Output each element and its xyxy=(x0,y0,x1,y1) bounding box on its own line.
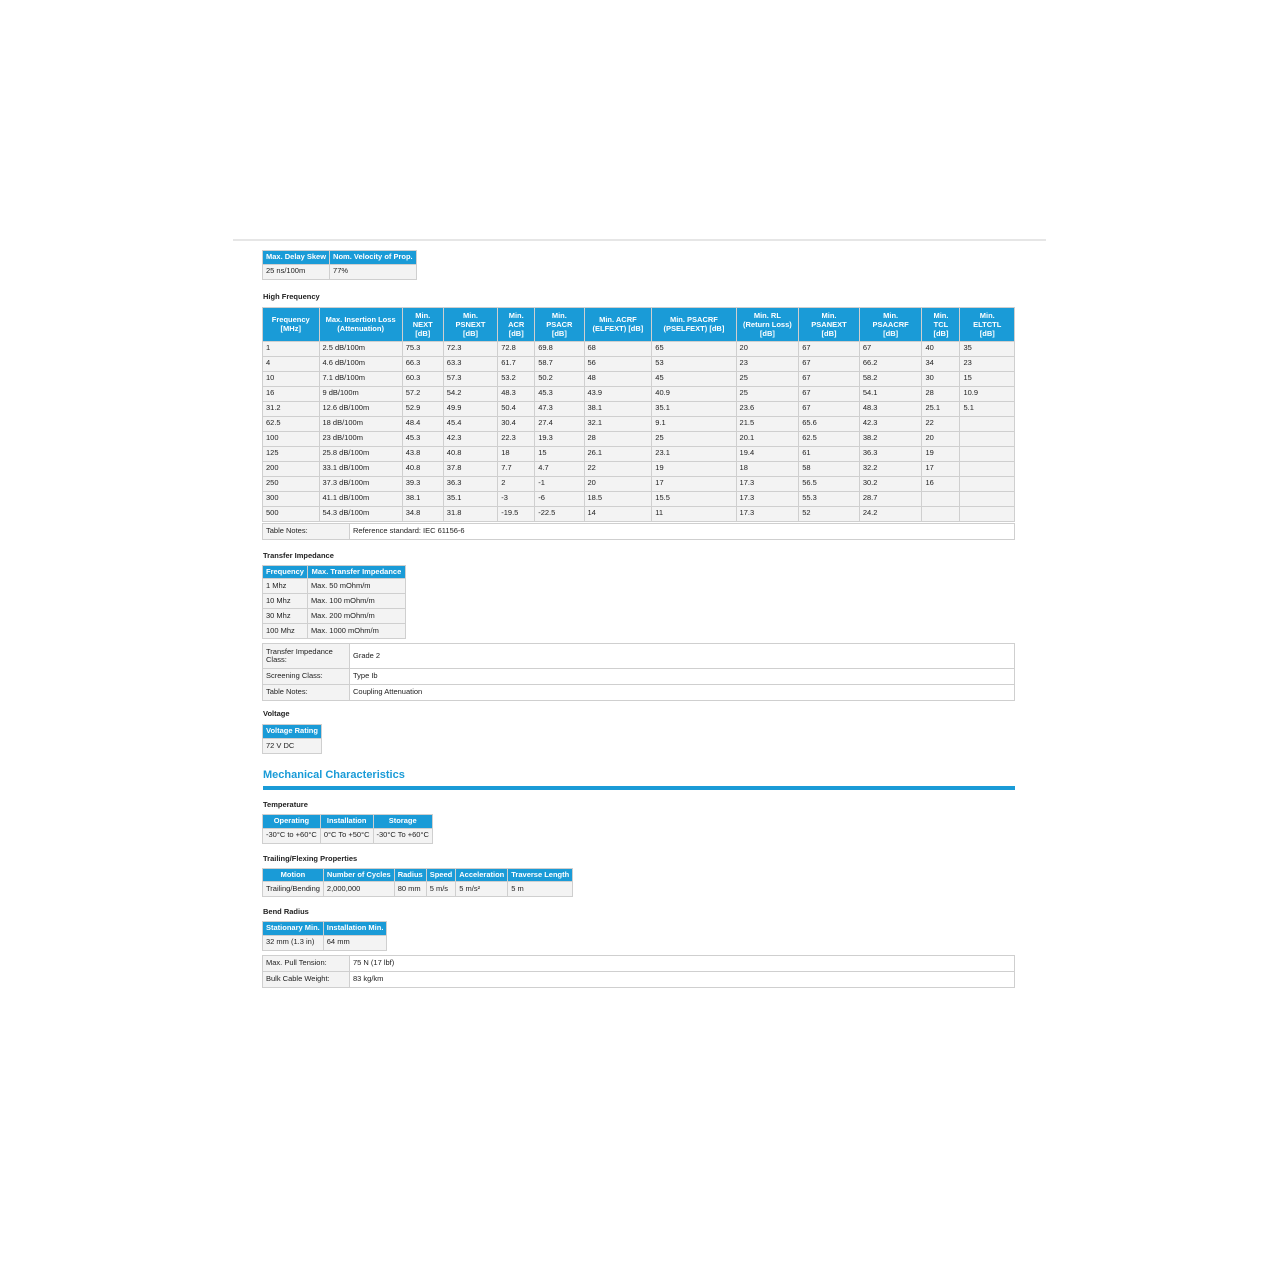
hf-header-line: Min. xyxy=(415,310,431,320)
table-cell: -3 xyxy=(498,492,534,506)
transfer-impedance-props xyxy=(262,643,1015,701)
table-cell: 72.8 xyxy=(498,342,534,356)
header-speed: Speed xyxy=(427,869,456,882)
table-cell: 45.3 xyxy=(535,387,583,401)
table-cell: 42.3 xyxy=(860,417,922,431)
hf-header-line: [dB] xyxy=(759,328,775,338)
table-row xyxy=(263,609,405,623)
table-cell: 18 xyxy=(498,447,534,461)
hf-header-line: Min. xyxy=(979,310,995,320)
installation-min-value: 64 mm xyxy=(324,936,387,950)
table-cell: 19 xyxy=(922,447,959,461)
speed-value: 5 m/s xyxy=(427,882,456,896)
trailing-flexing-table xyxy=(262,868,573,898)
table-cell: 100 xyxy=(263,432,319,446)
storage-temp: -30°C To +60°C xyxy=(374,829,432,843)
table-cell: 7.1 dB/100m xyxy=(320,372,402,386)
table-cell: 14 xyxy=(585,507,652,521)
hf-header-line: (PSELFEXT) [dB] xyxy=(663,324,725,334)
hf-header-line: [dB] xyxy=(883,328,899,338)
table-cell: 40.9 xyxy=(652,387,735,401)
table-cell: 25.8 dB/100m xyxy=(320,447,402,461)
table-row xyxy=(263,432,1014,446)
hf-header-line: [dB] xyxy=(979,328,995,338)
table-cell: 5.1 xyxy=(960,402,1014,416)
table-cell: 63.3 xyxy=(444,357,497,371)
hf-header-line: Min. xyxy=(551,310,567,320)
installation-temp: 0°C To +50°C xyxy=(321,829,373,843)
hf-header-cell xyxy=(498,308,534,341)
pull-tension-label: Max. Pull Tension: xyxy=(263,956,349,971)
header-voltage-rating: Voltage Rating xyxy=(263,725,321,738)
table-cell: 30.2 xyxy=(860,477,922,491)
table-cell: 15 xyxy=(535,447,583,461)
table-cell: 35.1 xyxy=(444,492,497,506)
header-radius: Radius xyxy=(395,869,426,882)
table-cell: 61.7 xyxy=(498,357,534,371)
hf-header-line: ACR xyxy=(508,319,525,329)
table-cell: Max. 1000 mOhm/m xyxy=(308,624,405,638)
hf-header-cell xyxy=(860,308,922,341)
hf-header-line: (Return Loss) xyxy=(743,319,792,329)
table-cell: 48.3 xyxy=(860,402,922,416)
table-cell: 52 xyxy=(799,507,859,521)
hf-header-cell xyxy=(737,308,799,341)
section-transfer-impedance: Transfer Impedance xyxy=(263,550,334,560)
motion-value: Trailing/Bending xyxy=(263,882,323,896)
cable-weight-value: 83 kg/km xyxy=(350,972,1014,987)
table-cell: -19.5 xyxy=(498,507,534,521)
hf-header-cell xyxy=(444,308,497,341)
hf-notes-table xyxy=(262,523,1015,540)
delay-skew-value: 25 ns/100m xyxy=(263,265,329,279)
table-cell: 23 xyxy=(960,357,1014,371)
hf-header-line: [dB] xyxy=(821,328,837,338)
hf-header-line: PSNEXT xyxy=(455,319,486,329)
table-cell: 35.1 xyxy=(652,402,735,416)
table-cell: 250 xyxy=(263,477,319,491)
section-high-frequency: High Frequency xyxy=(263,291,320,301)
traverse-length-value: 5 m xyxy=(508,882,572,896)
table-cell: 7.7 xyxy=(498,462,534,476)
table-cell: 41.1 dB/100m xyxy=(320,492,402,506)
table-cell: 37.3 dB/100m xyxy=(320,477,402,491)
table-cell: 22.3 xyxy=(498,432,534,446)
table-cell: 67 xyxy=(799,372,859,386)
table-cell: 72.3 xyxy=(444,342,497,356)
table-cell: 25 xyxy=(737,372,799,386)
top-divider xyxy=(233,239,1046,241)
table-cell: 17.3 xyxy=(737,477,799,491)
table-cell: 4 xyxy=(263,357,319,371)
property-label: Table Notes: xyxy=(263,685,349,700)
velocity-value: 77% xyxy=(330,265,416,279)
header-motion: Motion xyxy=(263,869,323,882)
table-cell: 17.3 xyxy=(737,492,799,506)
header-nom-velocity: Nom. Velocity of Prop. xyxy=(330,251,416,264)
table-cell: 16 xyxy=(922,477,959,491)
table-cell: 18 xyxy=(737,462,799,476)
hf-header-line: PSACR xyxy=(546,319,573,329)
table-cell: 2.5 dB/100m xyxy=(320,342,402,356)
table-cell: -22.5 xyxy=(535,507,583,521)
table-cell: 34.8 xyxy=(403,507,443,521)
hf-header-line: Min. xyxy=(883,310,899,320)
hf-header-line: NEXT xyxy=(412,319,433,329)
hf-header-cell xyxy=(652,308,735,341)
table-cell: 9 dB/100m xyxy=(320,387,402,401)
table-cell: 18 dB/100m xyxy=(320,417,402,431)
hf-header-line: Min. xyxy=(508,310,524,320)
table-cell: 30 Mhz xyxy=(263,609,307,623)
table-cell: 47.3 xyxy=(535,402,583,416)
table-cell: 17 xyxy=(652,477,735,491)
table-cell: 40.8 xyxy=(444,447,497,461)
table-cell: 75.3 xyxy=(403,342,443,356)
property-row xyxy=(263,685,1014,700)
hf-header-cell xyxy=(320,308,402,341)
table-cell: 48 xyxy=(585,372,652,386)
table-cell: 10 Mhz xyxy=(263,594,307,608)
table-cell: 61 xyxy=(799,447,859,461)
table-cell: 34 xyxy=(922,357,959,371)
table-cell: 12.6 dB/100m xyxy=(320,402,402,416)
misc-props-table xyxy=(262,955,1015,988)
section-voltage: Voltage xyxy=(263,709,290,719)
table-cell: 53.2 xyxy=(498,372,534,386)
table-cell: 28 xyxy=(585,432,652,446)
header-max-delay-skew: Max. Delay Skew xyxy=(263,251,329,264)
table-row xyxy=(263,492,1014,506)
table-cell: 9.1 xyxy=(652,417,735,431)
header-stationary-min: Stationary Min. xyxy=(263,922,323,935)
table-cell: 35 xyxy=(960,342,1014,356)
acceleration-value: 5 m/s² xyxy=(456,882,507,896)
table-cell: 31.8 xyxy=(444,507,497,521)
table-cell: 17 xyxy=(922,462,959,476)
table-cell: 40.8 xyxy=(403,462,443,476)
pull-tension-value: 75 N (17 lbf) xyxy=(350,956,1014,971)
table-cell: 24.2 xyxy=(860,507,922,521)
table-cell: 37.8 xyxy=(444,462,497,476)
table-cell: 10.9 xyxy=(960,387,1014,401)
table-cell: 2 xyxy=(498,477,534,491)
table-cell: 67 xyxy=(799,342,859,356)
hf-header-line: Max. Insertion Loss xyxy=(325,315,396,325)
table-cell: 68 xyxy=(585,342,652,356)
property-label: Screening Class: xyxy=(263,669,349,684)
table-cell: 25 xyxy=(737,387,799,401)
hf-header-line: [dB] xyxy=(933,328,949,338)
table-row xyxy=(263,594,405,608)
hf-header-line: Min. RL xyxy=(753,310,781,320)
header-ti-max: Max. Transfer Impedance xyxy=(308,566,405,579)
hf-header-line: Min. PSACRF xyxy=(669,315,718,325)
table-cell: 1 xyxy=(263,342,319,356)
operating-temp: -30°C to +60°C xyxy=(263,829,320,843)
table-row xyxy=(263,342,1014,356)
table-cell: 62.5 xyxy=(263,417,319,431)
hf-header-cell xyxy=(535,308,583,341)
table-cell: 67 xyxy=(799,387,859,401)
property-row xyxy=(263,644,1014,668)
mechanical-characteristics-heading: Mechanical Characteristics xyxy=(263,768,405,781)
table-cell: 67 xyxy=(799,402,859,416)
section-bend-radius: Bend Radius xyxy=(263,907,309,917)
table-cell: 27.4 xyxy=(535,417,583,431)
hf-header-line: Frequency xyxy=(271,315,310,325)
voltage-table xyxy=(262,724,322,754)
table-cell: 16 xyxy=(263,387,319,401)
table-cell: 21.5 xyxy=(737,417,799,431)
table-cell: 48.3 xyxy=(498,387,534,401)
table-cell: 43.9 xyxy=(585,387,652,401)
hf-header-line: [dB] xyxy=(551,328,567,338)
table-cell: 38.1 xyxy=(403,492,443,506)
table-row xyxy=(263,579,405,593)
table-cell: 38.1 xyxy=(585,402,652,416)
hf-notes-value: Reference standard: IEC 61156-6 xyxy=(350,524,1014,539)
table-cell: -1 xyxy=(535,477,583,491)
table-row xyxy=(263,624,405,638)
table-cell: 53 xyxy=(652,357,735,371)
table-cell: 30.4 xyxy=(498,417,534,431)
table-cell: 100 Mhz xyxy=(263,624,307,638)
table-cell: 57.2 xyxy=(403,387,443,401)
table-cell: 55.3 xyxy=(799,492,859,506)
property-label: Transfer Impedance Class: xyxy=(263,644,349,668)
table-cell: 60.3 xyxy=(403,372,443,386)
table-cell: 56 xyxy=(585,357,652,371)
property-value: Grade 2 xyxy=(350,644,1014,668)
table-row xyxy=(263,417,1014,431)
table-cell: 15.5 xyxy=(652,492,735,506)
stationary-min-value: 32 mm (1.3 in) xyxy=(263,936,323,950)
table-cell: 17.3 xyxy=(737,507,799,521)
table-cell: 31.2 xyxy=(263,402,319,416)
table-cell: 58 xyxy=(799,462,859,476)
table-cell: 56.5 xyxy=(799,477,859,491)
table-row xyxy=(263,477,1014,491)
table-cell: 20 xyxy=(585,477,652,491)
table-cell: 43.8 xyxy=(403,447,443,461)
table-cell: 500 xyxy=(263,507,319,521)
table-cell: 28.7 xyxy=(860,492,922,506)
table-row xyxy=(263,507,1014,521)
hf-header-line: PSAACRF xyxy=(872,319,909,329)
hf-header-line: Min. xyxy=(933,310,949,320)
table-cell: 20 xyxy=(922,432,959,446)
table-cell: 18.5 xyxy=(585,492,652,506)
table-cell: 42.3 xyxy=(444,432,497,446)
hf-header-line: (Attenuation) xyxy=(337,324,384,334)
table-cell: 36.3 xyxy=(444,477,497,491)
header-storage: Storage xyxy=(374,815,432,828)
hf-header-cell xyxy=(403,308,443,341)
table-cell: 25 xyxy=(652,432,735,446)
radius-value: 80 mm xyxy=(395,882,426,896)
table-cell: 62.5 xyxy=(799,432,859,446)
table-cell: 25.1 xyxy=(922,402,959,416)
hf-header-line: Min. xyxy=(821,310,837,320)
table-row xyxy=(263,447,1014,461)
table-cell: 20 xyxy=(737,342,799,356)
table-row xyxy=(263,387,1014,401)
table-cell: 125 xyxy=(263,447,319,461)
section-temperature: Temperature xyxy=(263,799,308,809)
hf-header-cell xyxy=(263,308,319,341)
hf-header-line: ELTCTL xyxy=(973,319,1002,329)
table-cell: 300 xyxy=(263,492,319,506)
table-cell: 23 dB/100m xyxy=(320,432,402,446)
table-cell: 22 xyxy=(585,462,652,476)
table-cell: Max. 100 mOhm/m xyxy=(308,594,405,608)
table-cell: Max. 50 mOhm/m xyxy=(308,579,405,593)
table-cell xyxy=(960,432,1014,446)
table-cell: 200 xyxy=(263,462,319,476)
section-trailing-flexing: Trailing/Flexing Properties xyxy=(263,853,358,863)
table-cell: 19.4 xyxy=(737,447,799,461)
cable-weight-label: Bulk Cable Weight: xyxy=(263,972,349,987)
header-installation: Installation xyxy=(321,815,373,828)
table-cell: 45.4 xyxy=(444,417,497,431)
property-value: Coupling Attenuation xyxy=(350,685,1014,700)
temperature-table xyxy=(262,814,433,844)
table-cell: 36.3 xyxy=(860,447,922,461)
table-cell: 22 xyxy=(922,417,959,431)
table-cell: 11 xyxy=(652,507,735,521)
table-cell: 40 xyxy=(922,342,959,356)
high-frequency-table xyxy=(262,307,1015,522)
hf-header-line: [dB] xyxy=(463,328,479,338)
hf-header-line: TCL xyxy=(933,319,949,329)
table-cell: 10 xyxy=(263,372,319,386)
table-cell xyxy=(960,417,1014,431)
table-cell: 32.1 xyxy=(585,417,652,431)
table-cell: 66.2 xyxy=(860,357,922,371)
hf-header-line: PSANEXT xyxy=(811,319,847,329)
table-cell: 58.2 xyxy=(860,372,922,386)
table-cell: 26.1 xyxy=(585,447,652,461)
table-cell: 4.6 dB/100m xyxy=(320,357,402,371)
table-cell: 52.9 xyxy=(403,402,443,416)
table-row xyxy=(263,372,1014,386)
table-cell xyxy=(960,507,1014,521)
hf-header-line: Min. ACRF xyxy=(599,315,637,325)
hf-header-cell xyxy=(585,308,652,341)
voltage-rating-value: 72 V DC xyxy=(263,739,321,753)
table-cell: 49.9 xyxy=(444,402,497,416)
table-cell: 20.1 xyxy=(737,432,799,446)
hf-header-line: [dB] xyxy=(508,328,524,338)
header-acceleration: Acceleration xyxy=(456,869,507,882)
table-cell: 1 Mhz xyxy=(263,579,307,593)
table-cell: 67 xyxy=(860,342,922,356)
table-cell: 67 xyxy=(799,357,859,371)
table-cell: 54.2 xyxy=(444,387,497,401)
table-cell: 50.4 xyxy=(498,402,534,416)
table-row xyxy=(263,357,1014,371)
table-cell: 58.7 xyxy=(535,357,583,371)
table-cell: 19 xyxy=(652,462,735,476)
table-cell: 54.1 xyxy=(860,387,922,401)
table-cell: 45.3 xyxy=(403,432,443,446)
table-cell xyxy=(960,477,1014,491)
table-cell: 65 xyxy=(652,342,735,356)
hf-notes-label: Table Notes: xyxy=(263,524,349,539)
table-row xyxy=(263,402,1014,416)
table-cell: 30 xyxy=(922,372,959,386)
table-cell: 38.2 xyxy=(860,432,922,446)
header-operating: Operating xyxy=(263,815,320,828)
table-cell: -6 xyxy=(535,492,583,506)
table-cell: 33.1 dB/100m xyxy=(320,462,402,476)
hf-header-line: [dB] xyxy=(415,328,431,338)
table-cell: 32.2 xyxy=(860,462,922,476)
hf-header-line: (ELFEXT) [dB] xyxy=(592,324,644,334)
table-cell: 69.8 xyxy=(535,342,583,356)
hf-header-cell xyxy=(922,308,959,341)
header-traverse-length: Traverse Length xyxy=(508,869,572,882)
table-cell: 23 xyxy=(737,357,799,371)
bend-radius-table xyxy=(262,921,387,951)
table-cell: 65.6 xyxy=(799,417,859,431)
table-cell: 45 xyxy=(652,372,735,386)
table-cell: 28 xyxy=(922,387,959,401)
cycles-value: 2,000,000 xyxy=(324,882,394,896)
table-cell: 57.3 xyxy=(444,372,497,386)
datasheet-content xyxy=(263,250,1015,988)
header-ti-frequency: Frequency xyxy=(263,566,307,579)
table-cell: 15 xyxy=(960,372,1014,386)
hf-header-line: Min. xyxy=(463,310,479,320)
table-cell: 4.7 xyxy=(535,462,583,476)
table-cell xyxy=(960,462,1014,476)
table-cell: 48.4 xyxy=(403,417,443,431)
header-installation-min: Installation Min. xyxy=(324,922,387,935)
table-row xyxy=(263,462,1014,476)
table-cell: 19.3 xyxy=(535,432,583,446)
table-cell xyxy=(922,492,959,506)
transfer-impedance-table xyxy=(262,565,406,640)
hf-header-line: [MHz] xyxy=(280,324,301,334)
table-cell xyxy=(960,492,1014,506)
table-cell xyxy=(922,507,959,521)
table-cell: Max. 200 mOhm/m xyxy=(308,609,405,623)
property-value: Type Ib xyxy=(350,669,1014,684)
table-cell: 50.2 xyxy=(535,372,583,386)
table-cell: 66.3 xyxy=(403,357,443,371)
table-cell: 23.6 xyxy=(737,402,799,416)
table-cell: 54.3 dB/100m xyxy=(320,507,402,521)
table-cell: 39.3 xyxy=(403,477,443,491)
hf-header-cell xyxy=(799,308,859,341)
table-cell xyxy=(960,447,1014,461)
hf-header-cell xyxy=(960,308,1014,341)
delay-skew-table xyxy=(262,250,417,280)
property-row xyxy=(263,669,1014,684)
table-cell: 23.1 xyxy=(652,447,735,461)
header-number-of-cycles: Number of Cycles xyxy=(324,869,394,882)
